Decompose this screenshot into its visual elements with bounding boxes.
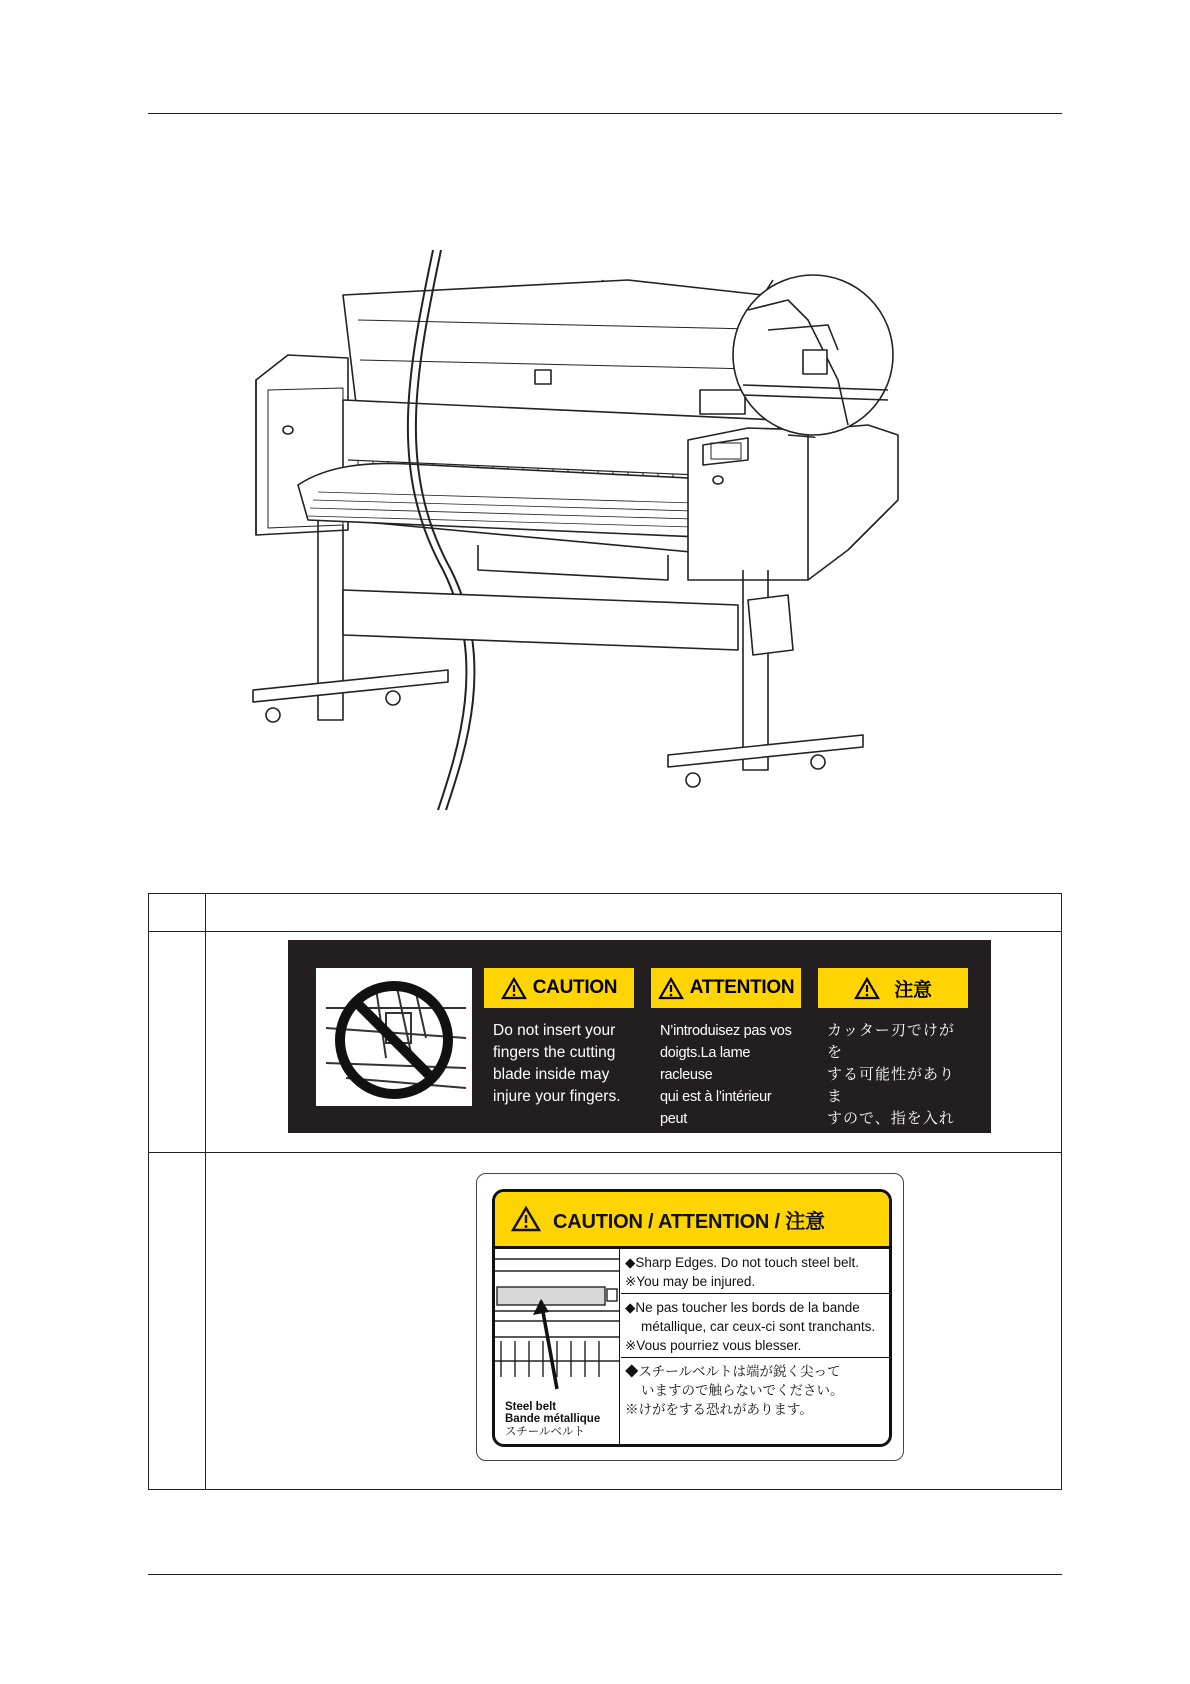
no-fingers-pictogram <box>316 968 472 1106</box>
steel-belt-caption-en: Steel belt <box>505 1400 557 1413</box>
footer-rule <box>148 1574 1062 1575</box>
caution-heading <box>484 968 634 1008</box>
warning-section-en <box>621 1249 889 1294</box>
cutter-blade-warning-label <box>288 940 991 1171</box>
caution-line: injure your fingers. <box>493 1088 621 1105</box>
header-rule <box>148 113 1062 114</box>
caution-heading-text: CAUTION <box>532 977 618 998</box>
steel-belt-label-heading <box>495 1192 889 1249</box>
label-location-1 <box>535 370 551 384</box>
warning-triangle-icon <box>501 977 527 1000</box>
japanese-line: すので、指を入れな <box>827 1110 955 1149</box>
label-location-2 <box>700 390 745 414</box>
warning-triangle-icon <box>658 977 684 1000</box>
attention-heading-text: ATTENTION <box>689 977 795 998</box>
header-cell-label <box>206 894 1062 932</box>
attention-line: vous blesser. <box>660 1133 741 1149</box>
attention-line: N’introduisez pas vos <box>660 1023 792 1039</box>
steel-belt-warning-text <box>621 1249 889 1444</box>
printer-illustration <box>248 250 968 850</box>
labels-table <box>148 893 1062 1490</box>
warning-section-fr <box>621 1294 889 1358</box>
caution-column <box>484 968 634 1108</box>
japanese-line: いでください。 <box>827 1154 940 1171</box>
steel-belt-caption-fr: Bande métallique <box>505 1413 601 1425</box>
attention-line: qui est à l’intérieur peut <box>660 1089 772 1127</box>
caution-line: fingers the cutting <box>493 1044 616 1061</box>
warning-triangle-icon <box>511 1206 541 1232</box>
warning-line: ◆Sharp Edges. Do not touch steel belt. <box>625 1255 860 1270</box>
warning-line: ※けがをする恐れがあります。 <box>625 1402 813 1417</box>
warning-line: ※Vous pourriez vous blesser. <box>625 1338 802 1353</box>
japanese-text <box>818 1020 968 1174</box>
warning-line: ◆スチールベルトは端が鋭く尖って <box>625 1364 841 1379</box>
warning-line: métallique, car ceux-ci sont tranchants. <box>641 1319 876 1334</box>
row-1-number-cell <box>149 932 206 1153</box>
steel-belt-caption <box>505 1401 600 1439</box>
japanese-heading-text: 注意 <box>894 979 932 1001</box>
attention-line: doigts.La lame racleuse <box>660 1045 751 1083</box>
japanese-heading <box>818 968 968 1008</box>
caution-line: Do not insert your <box>493 1022 616 1039</box>
attention-heading <box>651 968 801 1008</box>
attention-text <box>651 1020 801 1152</box>
steel-belt-warning-label <box>492 1189 892 1447</box>
steel-belt-pictogram <box>495 1249 620 1444</box>
caution-line: blade inside may <box>493 1066 610 1083</box>
label-location-3 <box>803 350 827 374</box>
row-2-number-cell <box>149 1153 206 1490</box>
warning-line: ◆Ne pas toucher les bords de la bande <box>625 1300 860 1315</box>
row-1-label-cell <box>206 932 1062 1171</box>
warning-section-jp <box>621 1358 889 1421</box>
row-2-label-cell <box>206 1153 1062 1490</box>
japanese-line: する可能性がありま <box>827 1066 956 1105</box>
warning-line: ※You may be injured. <box>625 1274 756 1289</box>
japanese-column <box>818 968 968 1174</box>
steel-belt-warning-label-outline <box>476 1173 904 1461</box>
header-cell-number <box>149 894 206 932</box>
warning-triangle-icon <box>854 977 880 1000</box>
attention-column <box>651 968 801 1152</box>
steel-belt-caption-jp: スチールベルト <box>505 1425 586 1438</box>
steel-belt-heading-text: CAUTION / ATTENTION / 注意 <box>553 1210 825 1233</box>
japanese-line: カッター刃でけがを <box>827 1022 955 1061</box>
warning-line: いますので触らないでください。 <box>641 1383 844 1398</box>
caution-text <box>484 1020 634 1108</box>
